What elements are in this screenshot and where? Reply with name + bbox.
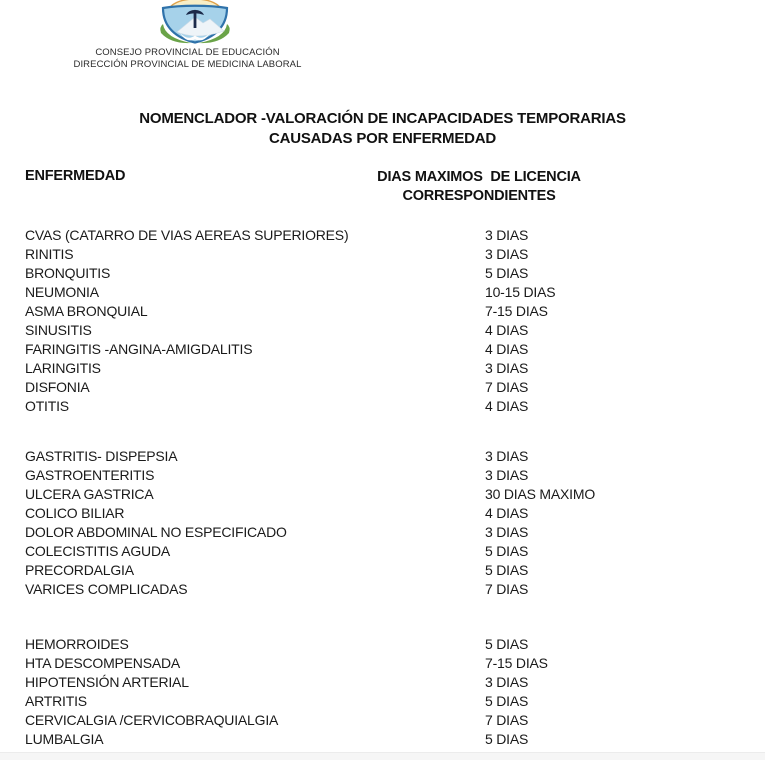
provincial-coat-of-arms-logo [151,0,239,44]
days-cell: 5 DIAS [485,731,529,747]
disease-name-cell: PRECORDALGIA [25,562,134,578]
days-cell: 30 DIAS MAXIMO [485,486,596,502]
disease-name-cell: BRONQUITIS [25,265,111,281]
days-cell: 5 DIAS [485,562,529,578]
days-cell: 4 DIAS [485,505,529,521]
disease-name-cell: DOLOR ABDOMINAL NO ESPECIFICADO [25,524,287,540]
days-cell: 7-15 DIAS [485,303,548,319]
column-header-dias-line2: CORRESPONDIENTES [402,188,556,204]
disease-name-cell: ASMA BRONQUIAL [25,303,148,319]
table-row [0,504,765,523]
days-cell: 10-15 DIAS [485,284,556,300]
days-cell: 3 DIAS [485,524,529,540]
table-row [0,245,765,264]
table-row [0,523,765,542]
disease-name-cell: VARICES COMPLICADAS [25,581,188,597]
days-cell: 7-15 DIAS [485,655,548,671]
days-cell: 4 DIAS [485,322,529,338]
days-cell: 5 DIAS [485,265,529,281]
table-row [0,673,765,692]
days-cell: 3 DIAS [485,360,529,376]
table-row [0,561,765,580]
table-row [0,283,765,302]
disease-name-cell: CVAS (CATARRO DE VIAS AEREAS SUPERIORES) [25,227,349,243]
table-row [0,466,765,485]
column-header-dias-line1: DIAS MAXIMOS DE LICENCIA [377,169,581,185]
letterhead [30,47,345,71]
table-row [0,485,765,504]
document-title-line1: NOMENCLADOR -VALORACIÓN DE INCAPACIDADES TEMPORARIAS [139,110,626,127]
disease-name-cell: COLICO BILIAR [25,505,125,521]
table-row [0,340,765,359]
days-cell: 5 DIAS [485,693,529,709]
disease-name-cell: GASTROENTERITIS [25,467,155,483]
table-row [0,447,765,466]
disease-name-cell: COLECISTITIS AGUDA [25,543,170,559]
days-cell: 5 DIAS [485,636,529,652]
disease-name-cell: NEUMONIA [25,284,99,300]
table-row [0,378,765,397]
table-row [0,580,765,599]
disease-group [0,226,765,416]
table-row [0,321,765,340]
table-row [0,226,765,245]
disease-name-cell: OTITIS [25,398,69,414]
disease-table-body [0,226,765,749]
table-row [0,264,765,283]
column-header-dias [363,168,595,206]
tree-trunk-icon [194,12,197,28]
table-row [0,542,765,561]
disease-group [0,447,765,599]
days-cell: 7 DIAS [485,712,529,728]
days-cell: 3 DIAS [485,467,529,483]
days-cell: 3 DIAS [485,674,529,690]
table-row [0,635,765,654]
disease-name-cell: HEMORROIDES [25,636,129,652]
disease-group [0,635,765,749]
disease-name-cell: ULCERA GASTRICA [25,486,154,502]
disease-name-cell: CERVICALGIA /CERVICOBRAQUIALGIA [25,712,279,728]
table-row [0,730,765,749]
document-title [0,109,765,149]
org-name-line1: CONSEJO PROVINCIAL DE EDUCACIÓN [95,47,280,58]
disease-name-cell: HTA DESCOMPENSADA [25,655,181,671]
page-bottom-edge [0,752,765,760]
disease-name-cell: GASTRITIS- DISPEPSIA [25,448,178,464]
disease-name-cell: HIPOTENSIÓN ARTERIAL [25,674,189,690]
disease-name-cell: LARINGITIS [25,360,101,376]
days-cell: 7 DIAS [485,379,529,395]
table-row [0,397,765,416]
days-cell: 3 DIAS [485,246,529,262]
org-name-line2: DIRECCIÓN PROVINCIAL DE MEDICINA LABORAL [73,59,302,70]
disease-name-cell: DISFONIA [25,379,90,395]
disease-name-cell: RINITIS [25,246,74,262]
disease-name-cell: LUMBALGIA [25,731,104,747]
document-title-line2: CAUSADAS POR ENFERMEDAD [268,130,497,147]
table-row [0,359,765,378]
table-row [0,692,765,711]
days-cell: 3 DIAS [485,448,529,464]
column-header-enfermedad: ENFERMEDAD [25,168,126,184]
table-row [0,302,765,321]
disease-name-cell: ARTRITIS [25,693,87,709]
table-row [0,711,765,730]
days-cell: 3 DIAS [485,227,529,243]
days-cell: 7 DIAS [485,581,529,597]
disease-name-cell: SINUSITIS [25,322,92,338]
disease-name-cell: FARINGITIS -ANGINA-AMIGDALITIS [25,341,253,357]
table-row [0,654,765,673]
days-cell: 4 DIAS [485,341,529,357]
days-cell: 5 DIAS [485,543,529,559]
days-cell: 4 DIAS [485,398,529,414]
